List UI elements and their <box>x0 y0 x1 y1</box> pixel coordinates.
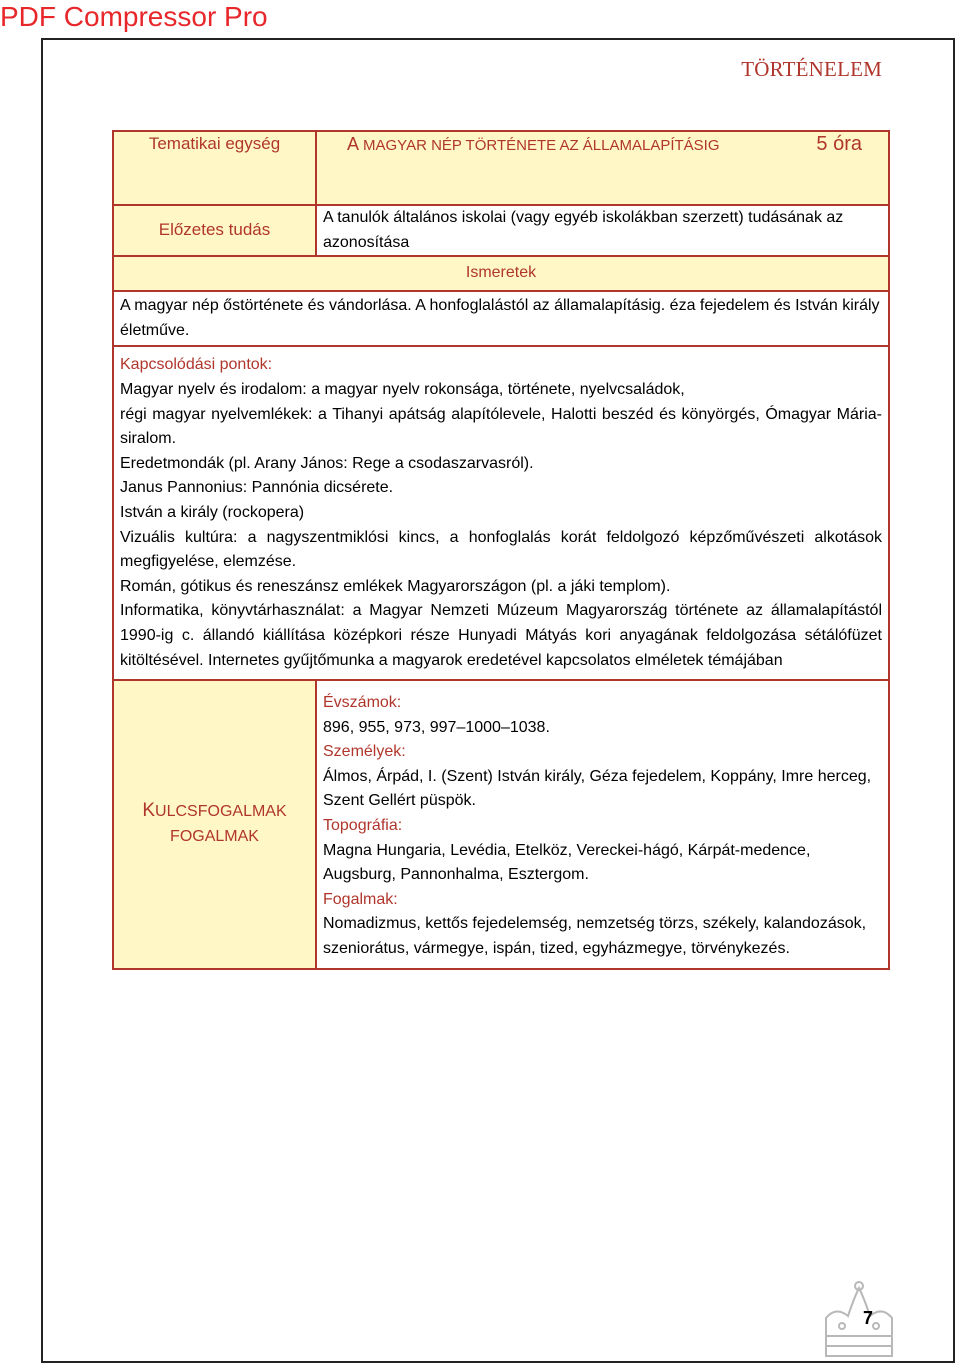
kapcsolodasi-cell <box>113 346 889 680</box>
kapcs-line: Janus Pannonius: Pannónia dicsérete. <box>120 479 394 497</box>
ismeretek-header-row <box>113 256 889 291</box>
kulcsfogalmak-content <box>316 680 889 969</box>
fogalmak-line: FOGALMAK <box>170 827 259 845</box>
kapcs-line: Eredetmondák (pl. Arany János: Rege a csodaszarvasról). <box>120 454 534 472</box>
kapcs-line: régi magyar nyelvemlékek: a Tihanyi apátság alapítólevele, Halotti beszéd és könyörgés, Ómagyar Mária-siralom. <box>120 405 882 448</box>
ismeretek-label: Ismeretek <box>113 256 889 291</box>
fogalmak-label: Fogalmak: <box>323 890 398 908</box>
kapcs-line: Román, gótikus és reneszánsz emlékek Magyarországon (pl. a jáki templom). <box>120 577 671 595</box>
curriculum-table <box>112 130 890 970</box>
szemelyek-text: Álmos, Árpád, I. (Szent) István király, Géza fejedelem, Koppány, Imre herceg, Szent Gellért püspök. <box>323 767 872 810</box>
prior-knowledge-row <box>113 205 889 256</box>
kapcs-line: István a király (rockopera) <box>120 503 305 521</box>
evszamok-label: Évszámok: <box>323 694 402 712</box>
kapcs-line: Informatika, könyvtárhasználat: a Magyar Nemzeti Múzeum Magyarország története az államalapítástól 1990-ig c. állandó kiállítása középkori része Hunyadi Mátyás kori anyagának feldolgozása sétálófüzet kitöltésével. Internetes gyűjtőmunka a magyarok eredetével kapcsolatos elméletek témájában <box>120 602 882 669</box>
kapcs-line: Vizuális kultúra: a nagyszentmiklósi kincs, a honfoglalás korát feldolgozó képzőművészeti alkotások megfigyelése, elemzése. <box>120 528 882 571</box>
evszamok-text: 896, 955, 973, 997–1000–1038. <box>323 718 550 736</box>
unit-title-row <box>113 131 889 205</box>
ismeretek-row <box>113 291 889 346</box>
kulcs-initial: K <box>142 800 156 822</box>
topografia-text: Magna Hungaria, Levédia, Etelköz, Vereckei-hágó, Kárpát-medence, Augsburg, Pannonhalma, Esztergom. <box>323 841 811 884</box>
section-title: TÖRTÉNELEM <box>741 57 882 81</box>
unit-title-initial: A <box>347 134 364 154</box>
kapcsolodasi-label: Kapcsolódási pontok: <box>120 356 273 374</box>
szemelyek-label: Személyek: <box>323 743 406 761</box>
ismeretek-text: A magyar nép őstörténete és vándorlása. A honfoglalástól az államalapításig. éza fejedelem és István király életműve. <box>113 291 889 346</box>
elozetes-label: Előzetes tudás <box>113 205 316 256</box>
fogalmak-text: Nomadizmus, kettős fejedelemség, nemzetség törzs, székely, kalandozások, szeniorátus, vármegye, ispán, tized, egyházmegye, törvénykezés. <box>323 915 867 958</box>
crown-icon <box>814 1276 904 1366</box>
unit-title-cell <box>316 131 889 205</box>
kapcsolodasi-row <box>113 346 889 680</box>
app-title: PDF Compressor Pro <box>0 1 268 32</box>
kulcsfogalmak-row <box>113 680 889 969</box>
elozetes-text: A tanulók általános iskolai (vagy egyéb iskolákban szerzett) tudásának az azonosítása <box>316 205 889 256</box>
kulcsfogalmak-label <box>113 680 316 969</box>
kulcs-rest: ULCSFOGALMAK <box>155 803 287 821</box>
hours-badge: 5 óra <box>816 133 862 155</box>
page-number: 7 <box>863 1308 874 1328</box>
topografia-label: Topográfia: <box>323 817 403 835</box>
kapcs-line: Magyar nyelv és irodalom: a magyar nyelv rokonsága, története, nyelvcsaládok, <box>120 380 685 398</box>
tematikai-label: Tematikai egység <box>113 131 316 205</box>
unit-title-text: MAGYAR NÉP TÖRTÉNETE AZ ÁLLAMALAPÍTÁSIG <box>363 137 720 154</box>
